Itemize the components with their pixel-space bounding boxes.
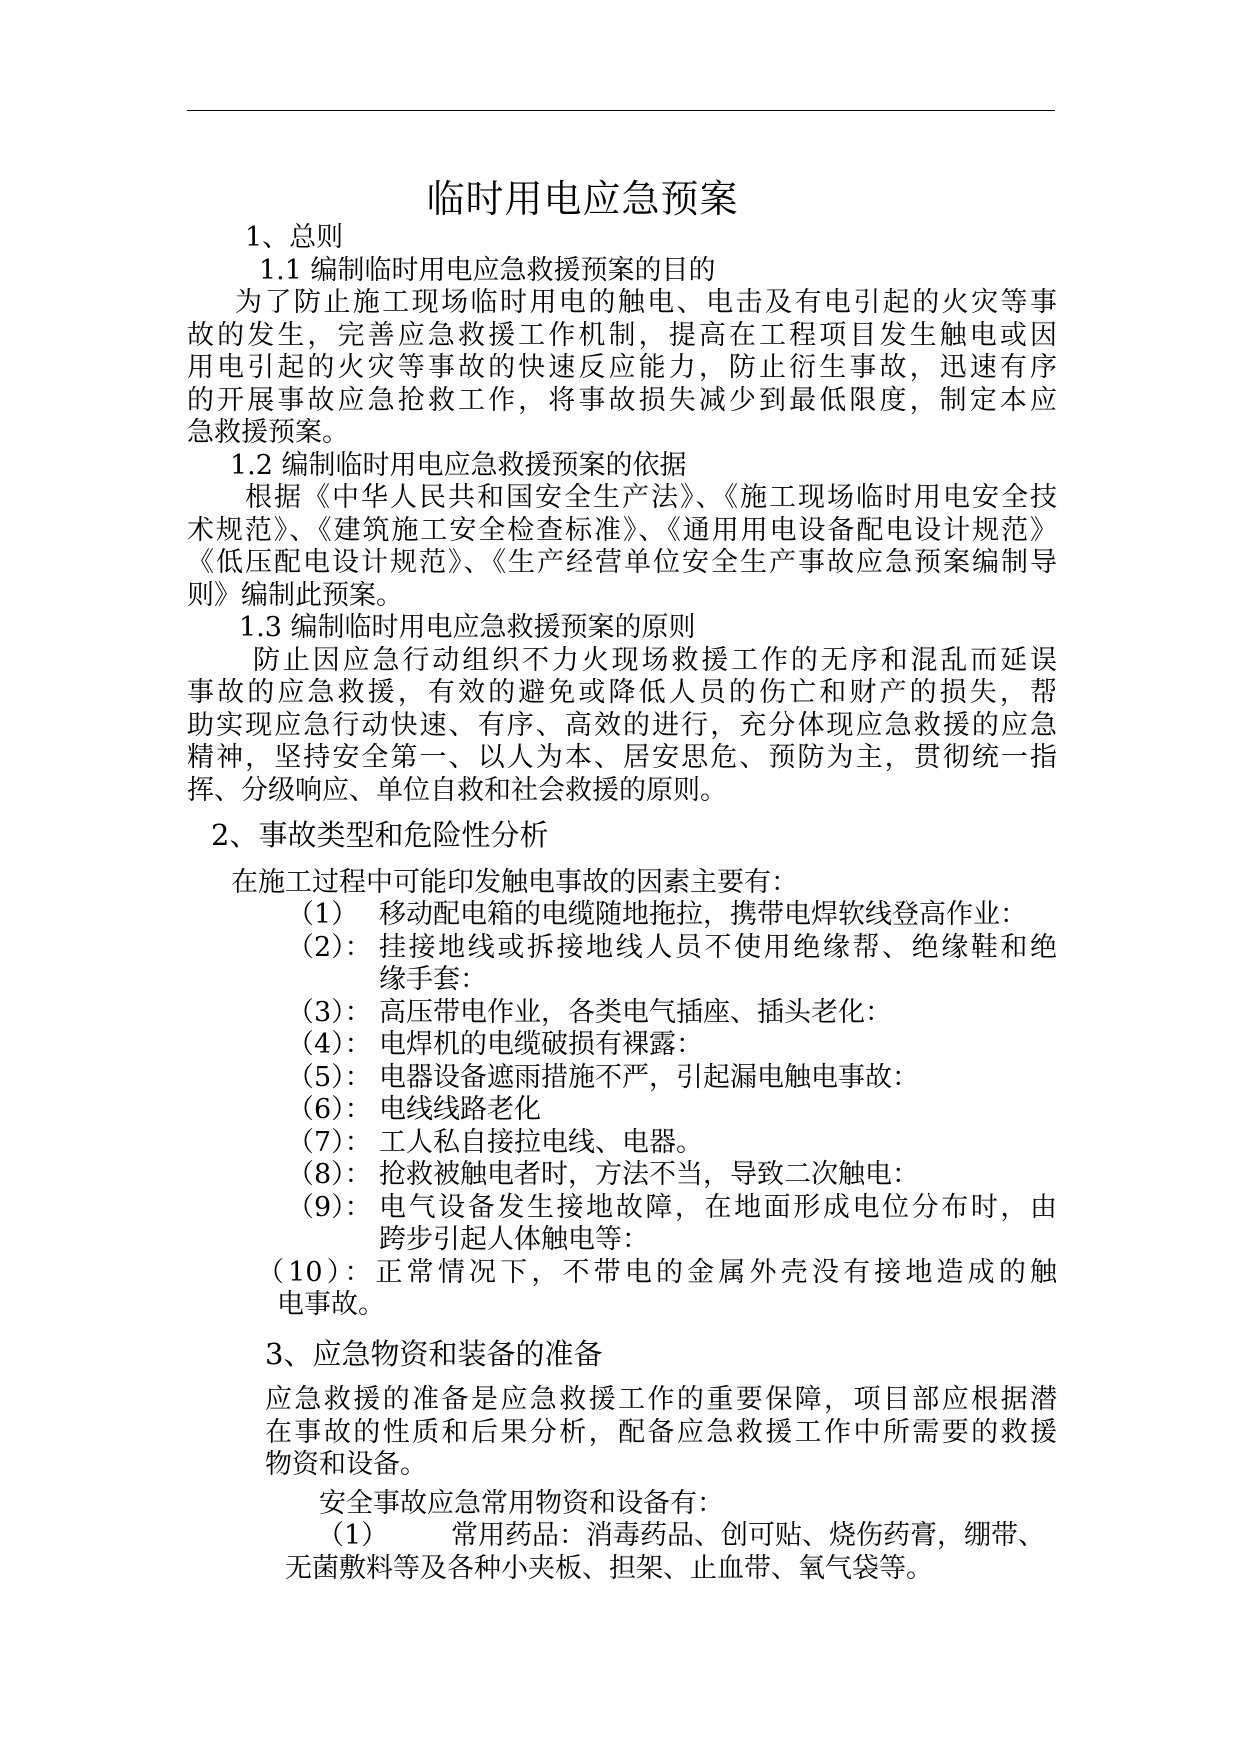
paragraph-line: 故的发生，完善应急救援工作机制，提高在工程项目发生触电或因 bbox=[187, 319, 1057, 351]
list-item bbox=[287, 1192, 1057, 1257]
list-item-text: 电气设备发生接地故障，在地面形成电位分布时，由 bbox=[379, 1191, 1057, 1223]
list-item-text: 工人私自接拉电线、电器。 bbox=[379, 1126, 703, 1158]
paragraph-line: 挥、分级响应、单位自救和社会救援的原则。 bbox=[187, 774, 727, 806]
paragraph-line: 事故的应急救援，有效的避免或降低人员的伤亡和财产的损失，帮 bbox=[187, 677, 1057, 708]
list-item-text: （10）：正常情况下，不带电的金属外壳没有接地造成的触 bbox=[257, 1256, 1057, 1288]
list-item-continuation: 无菌敷料等及各种小夹板、担架、止血带、氧气袋等。 bbox=[285, 1552, 933, 1584]
list-item-number: （9）： bbox=[287, 1191, 372, 1223]
list-item-number: （4）： bbox=[287, 1029, 372, 1060]
list-item bbox=[287, 1062, 1057, 1095]
section1-3-paragraph bbox=[187, 645, 1057, 808]
paragraph-line: 则》编制此预案。 bbox=[187, 579, 403, 611]
list-item-text: 电器设备遮雨措施不严，引起漏电触电事故： bbox=[379, 1061, 919, 1093]
list-item bbox=[287, 1094, 1057, 1127]
list-item-text: 抢救被触电者时，方法不当，导致二次触电： bbox=[379, 1159, 919, 1190]
header-rule bbox=[187, 110, 1055, 111]
paragraph-line: 的开展事故应急抢救工作，将事故损失减少到最低限度，制定本应 bbox=[187, 384, 1057, 416]
medicine-item bbox=[187, 1520, 1057, 1585]
list-item bbox=[287, 932, 1057, 997]
section3-heading: 3、应急物资和装备的准备 bbox=[265, 1336, 603, 1371]
section2-heading: 2、事故类型和危险性分析 bbox=[211, 818, 549, 852]
document-body bbox=[187, 222, 1057, 1585]
paragraph-line: 用电引起的火灾等事故的快速反应能力，防止衍生事故，迅速有序 bbox=[187, 352, 1057, 383]
paragraph-line: 术规范》、《建筑施工安全检查标准》、《通用用电设备配电设计规范》 bbox=[187, 514, 1057, 546]
list-item-number: （1） bbox=[317, 1520, 389, 1551]
section3-paragraph bbox=[187, 1384, 1057, 1482]
list-item-number: （6）： bbox=[287, 1094, 372, 1125]
list-item-text: 电焊机的电缆破损有裸露： bbox=[379, 1029, 703, 1060]
section1-2-paragraph bbox=[187, 482, 1057, 612]
document-title: 临时用电应急预案 bbox=[426, 177, 739, 221]
list-item bbox=[287, 1159, 1057, 1192]
list-item-continuation: 缘手套： bbox=[379, 964, 487, 995]
paragraph-line: 应急救援的准备是应急救援工作的重要保障，项目部应根据潜 bbox=[265, 1384, 1057, 1415]
paragraph-line: 助实现应急行动快速、有序、高效的进行，充分体现应急救援的应急 bbox=[187, 709, 1057, 741]
paragraph-line: 根据《中华人民共和国安全生产法》、《施工现场临时用电安全技 bbox=[245, 482, 1057, 513]
list-item-text: 常用药品：消毒药品、创可贴、烧伤药膏，绷带、 bbox=[451, 1520, 1045, 1551]
paragraph-line: 为了防止施工现场临时用电的触电、电击及有电引起的火灾等事 bbox=[235, 287, 1057, 318]
list-item-continuation: 电事故。 bbox=[277, 1289, 385, 1320]
list-item-number: （8）： bbox=[287, 1159, 372, 1190]
list-item-number: （7）： bbox=[287, 1126, 372, 1158]
list-item-number: （2）： bbox=[287, 931, 372, 963]
list-item bbox=[287, 899, 1057, 932]
hazard-list bbox=[187, 899, 1057, 1322]
list-item-text: 移动配电箱的电缆随地拖拉，携带电焊软线登高作业： bbox=[379, 899, 1027, 930]
section1-2-heading: 1.2 编制临时用电应急救援预案的依据 bbox=[230, 449, 687, 481]
list-item-number: （1） bbox=[287, 899, 359, 930]
list-item bbox=[287, 997, 1057, 1030]
section1-3-heading: 1.3 编制临时用电应急救援预案的原则 bbox=[239, 612, 696, 643]
list-item bbox=[257, 1257, 1057, 1322]
list-item-text: 挂接地线或拆接地线人员不使用绝缘帮、绝缘鞋和绝 bbox=[379, 931, 1057, 963]
section1-1-heading: 1.1 编制临时用电应急救援预案的目的 bbox=[259, 254, 716, 286]
paragraph-line: 急救援预案。 bbox=[187, 417, 349, 448]
paragraph-line: 《低压配电设计规范》、《生产经营单位安全生产事故应急预案编制导 bbox=[187, 547, 1057, 578]
list-item bbox=[287, 1127, 1057, 1160]
paragraph-line: 精神，坚持安全第一、以人为本、居安思危、预防为主，贯彻统一指 bbox=[187, 742, 1057, 773]
list-item-text: 电线线路老化 bbox=[379, 1094, 541, 1125]
list-item-continuation: 跨步引起人体触电等： bbox=[379, 1224, 649, 1255]
list-item-number: （3）： bbox=[287, 996, 372, 1028]
section3-sub: 安全事故应急常用物资和设备有： bbox=[319, 1487, 724, 1519]
list-item-text: 高压带电作业，各类电气插座、插头老化： bbox=[379, 996, 892, 1028]
section1-1-paragraph bbox=[187, 287, 1057, 450]
section2-lead: 在施工过程中可能印发触电事故的因素主要有： bbox=[231, 866, 798, 898]
section1-heading: 1、总则 bbox=[245, 222, 344, 253]
paragraph-line: 物资和设备。 bbox=[265, 1449, 427, 1480]
paragraph-line: 防止因应急行动组织不力火现场救援工作的无序和混乱而延误 bbox=[253, 644, 1057, 676]
list-item bbox=[287, 1029, 1057, 1062]
list-item-number: （5）： bbox=[287, 1061, 372, 1093]
paragraph-line: 在事故的性质和后果分析，配备应急救援工作中所需要的救援 bbox=[265, 1416, 1057, 1448]
